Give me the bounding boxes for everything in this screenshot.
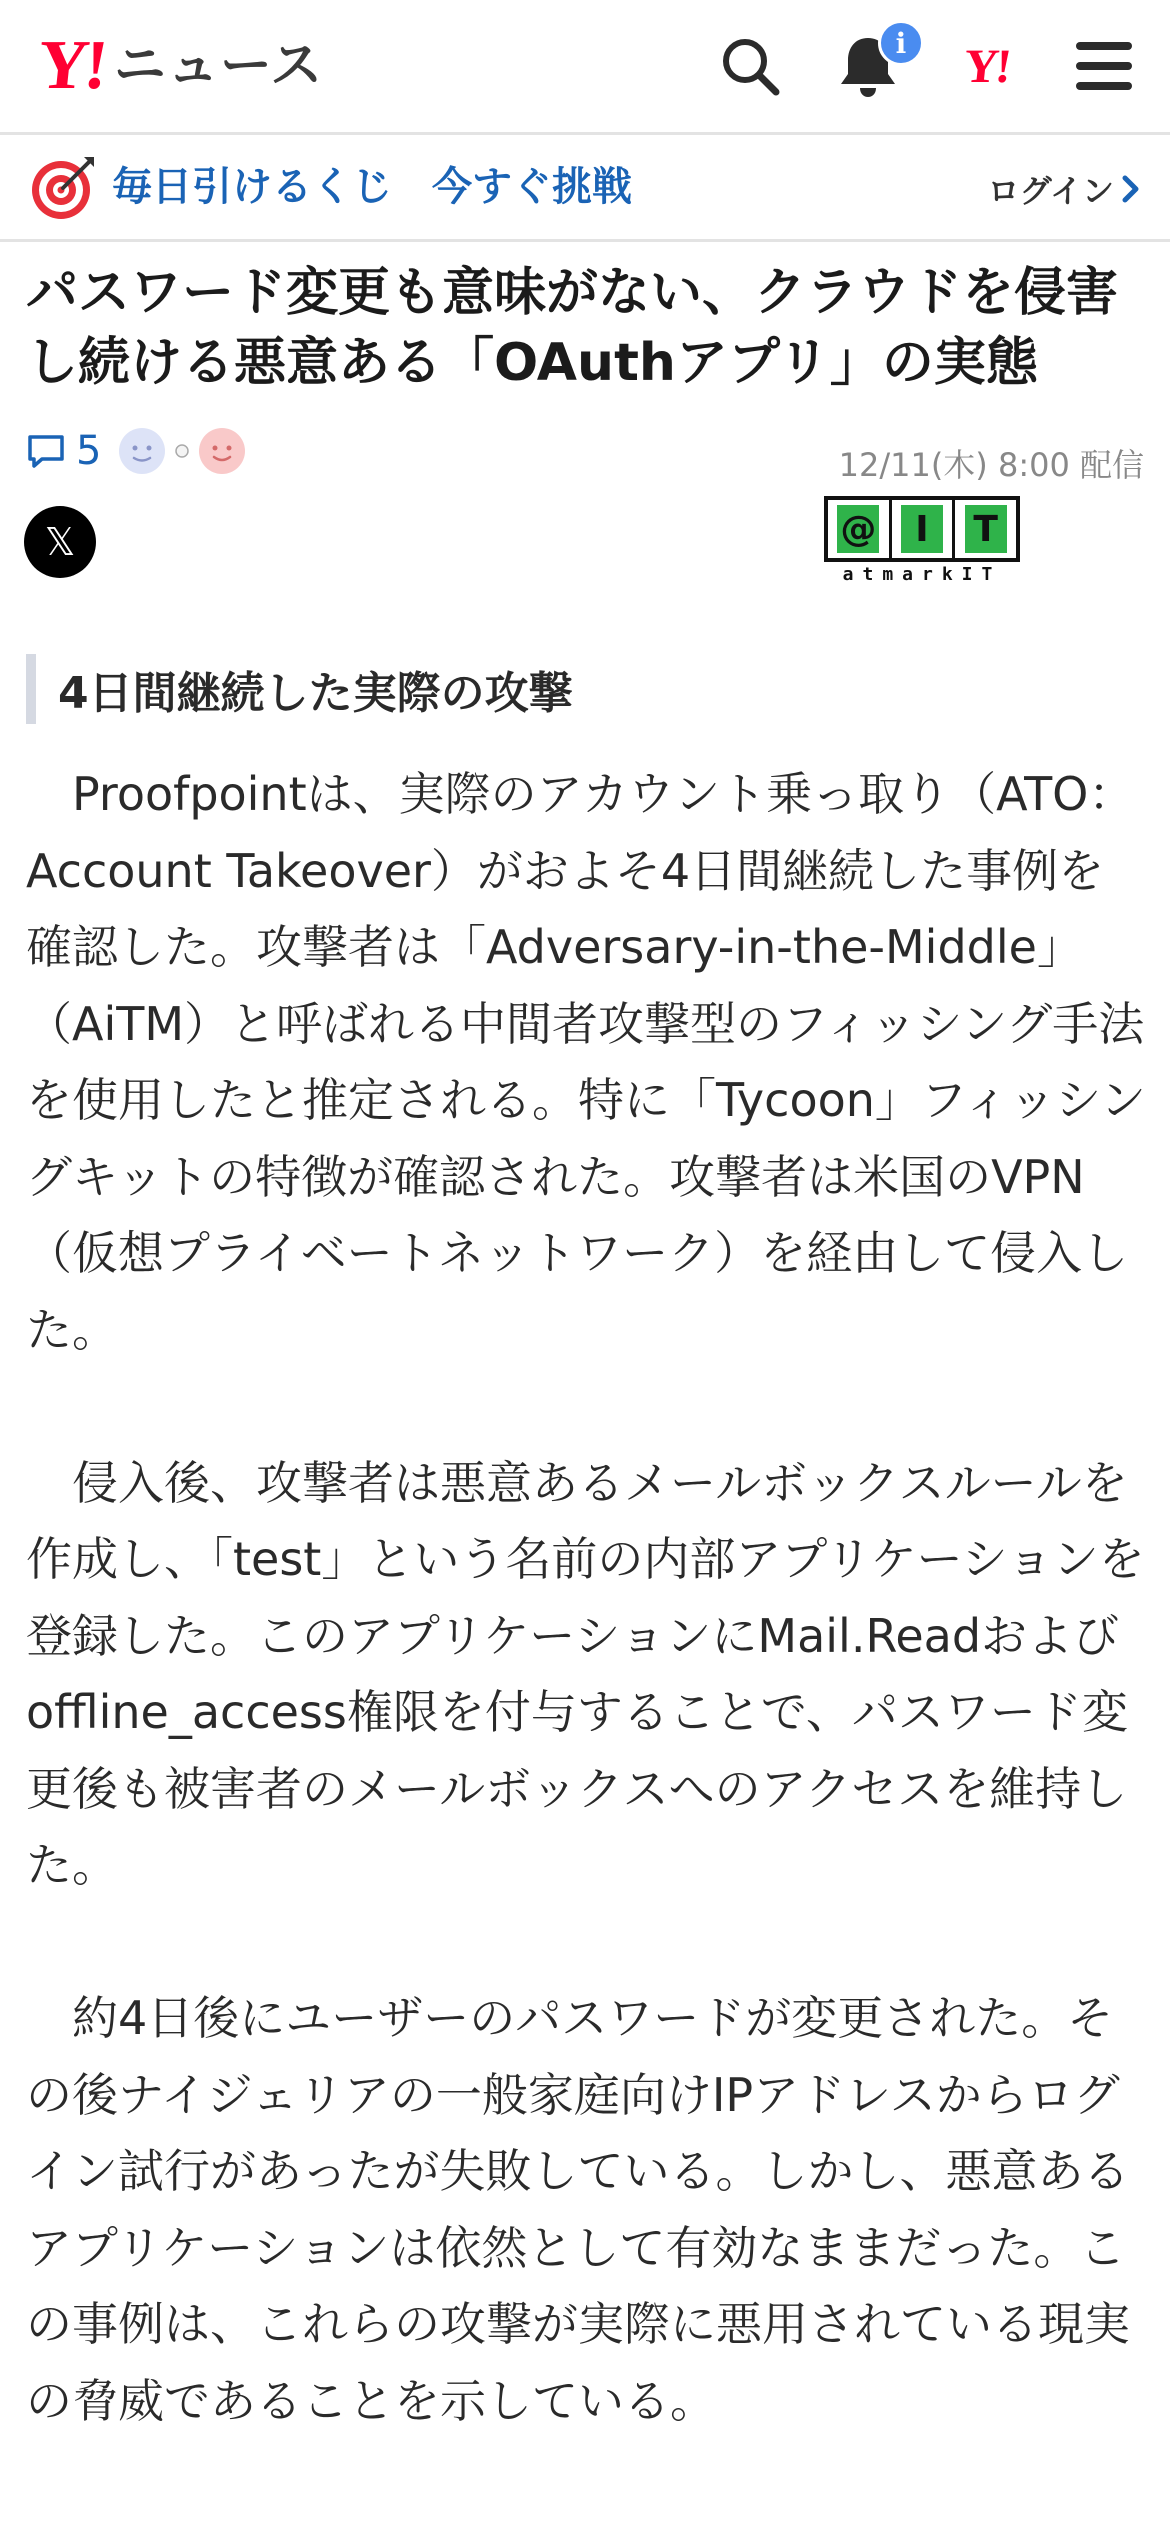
source-logo[interactable]: [824, 496, 1020, 588]
reaction-row: [26, 416, 247, 486]
reaction-small-face-icon: [173, 442, 191, 460]
x-logo-icon: 𝕏: [44, 520, 76, 564]
login-link[interactable]: [988, 163, 1142, 215]
menu-button[interactable]: [1068, 30, 1140, 102]
lottery-promo-link[interactable]: 毎日引けるくじ 今すぐ挑戦: [112, 164, 632, 210]
source-logo-cell: T: [955, 500, 1016, 558]
app-header: [0, 0, 1170, 135]
lottery-promo-bar: [0, 135, 1170, 242]
source-logo-box: [824, 496, 1020, 562]
yahoo-news-logo[interactable]: [34, 27, 324, 104]
publish-date: 12/11(木) 8:00 配信: [838, 446, 1144, 484]
notification-badge: i: [878, 20, 924, 66]
article-title: パスワード変更も意味がない、クラウドを侵害し続ける悪意ある「OAuthアプリ」の実態: [26, 263, 1119, 393]
yahoo-logo-mark: Y!: [34, 27, 108, 104]
login-label: ログイン: [987, 172, 1114, 210]
source-logo-subtitle: atmarkIT: [842, 564, 1002, 585]
comment-count[interactable]: 5: [76, 428, 102, 474]
yahoo-japan-button[interactable]: [950, 30, 1022, 102]
article-paragraph: 約4日後にユーザーのパスワードが変更された。その後ナイジェリアの一般家庭向けIPアドレスからログイン試行があったが失敗している。しかし、悪意あるアプリケーションは依然として有効なままだった。この事例は、これらの攻撃が実際に悪用されている現実の脅威であることを示している。: [26, 1991, 1130, 2428]
reaction-face-pink-icon: [197, 426, 247, 476]
chevron-right-icon: [1120, 174, 1142, 204]
article-body: [26, 756, 1148, 2516]
search-button[interactable]: [714, 30, 786, 102]
news-logo-text: ニュース: [113, 36, 324, 96]
search-icon: [718, 34, 782, 98]
source-logo-cell: I: [892, 500, 956, 558]
hamburger-menu-icon: [1074, 38, 1134, 94]
article-paragraph: 侵入後、攻撃者は悪意あるメールボックスルールを作成し、「test」という名前の内部アプリケーションを登録した。このアプリケーションにMail.Readおよびoffline_access権限を付与することで、パスワード変更後も被害者のメールボックスへのアクセスを維持した。: [26, 1455, 1145, 1892]
article-paragraph: Proofpointは、実際のアカウント乗っ取り（ATO：Account Takeover）がおよそ4日間継続した事例を確認した。攻撃者は「Adversary-in-the-Middle」（AiTM）と呼ばれる中間者攻撃型のフィッシング手法を使用したと推定される。特に「Tycoon」フィッシングキットの特徴が確認された。攻撃者は米国のVPN（仮想プライベートネットワーク）を経由して侵入した。: [26, 767, 1147, 1357]
target-icon[interactable]: [28, 153, 98, 223]
source-logo-cell: @: [828, 500, 892, 558]
notifications-button[interactable]: [832, 26, 907, 102]
share-x-button[interactable]: [24, 506, 96, 578]
yahoo-japan-icon: Y!: [960, 39, 1012, 93]
comment-icon[interactable]: [26, 431, 66, 471]
reaction-face-blue-icon: [117, 426, 167, 476]
section-heading: 4日間継続した実際の攻撃: [26, 654, 573, 724]
